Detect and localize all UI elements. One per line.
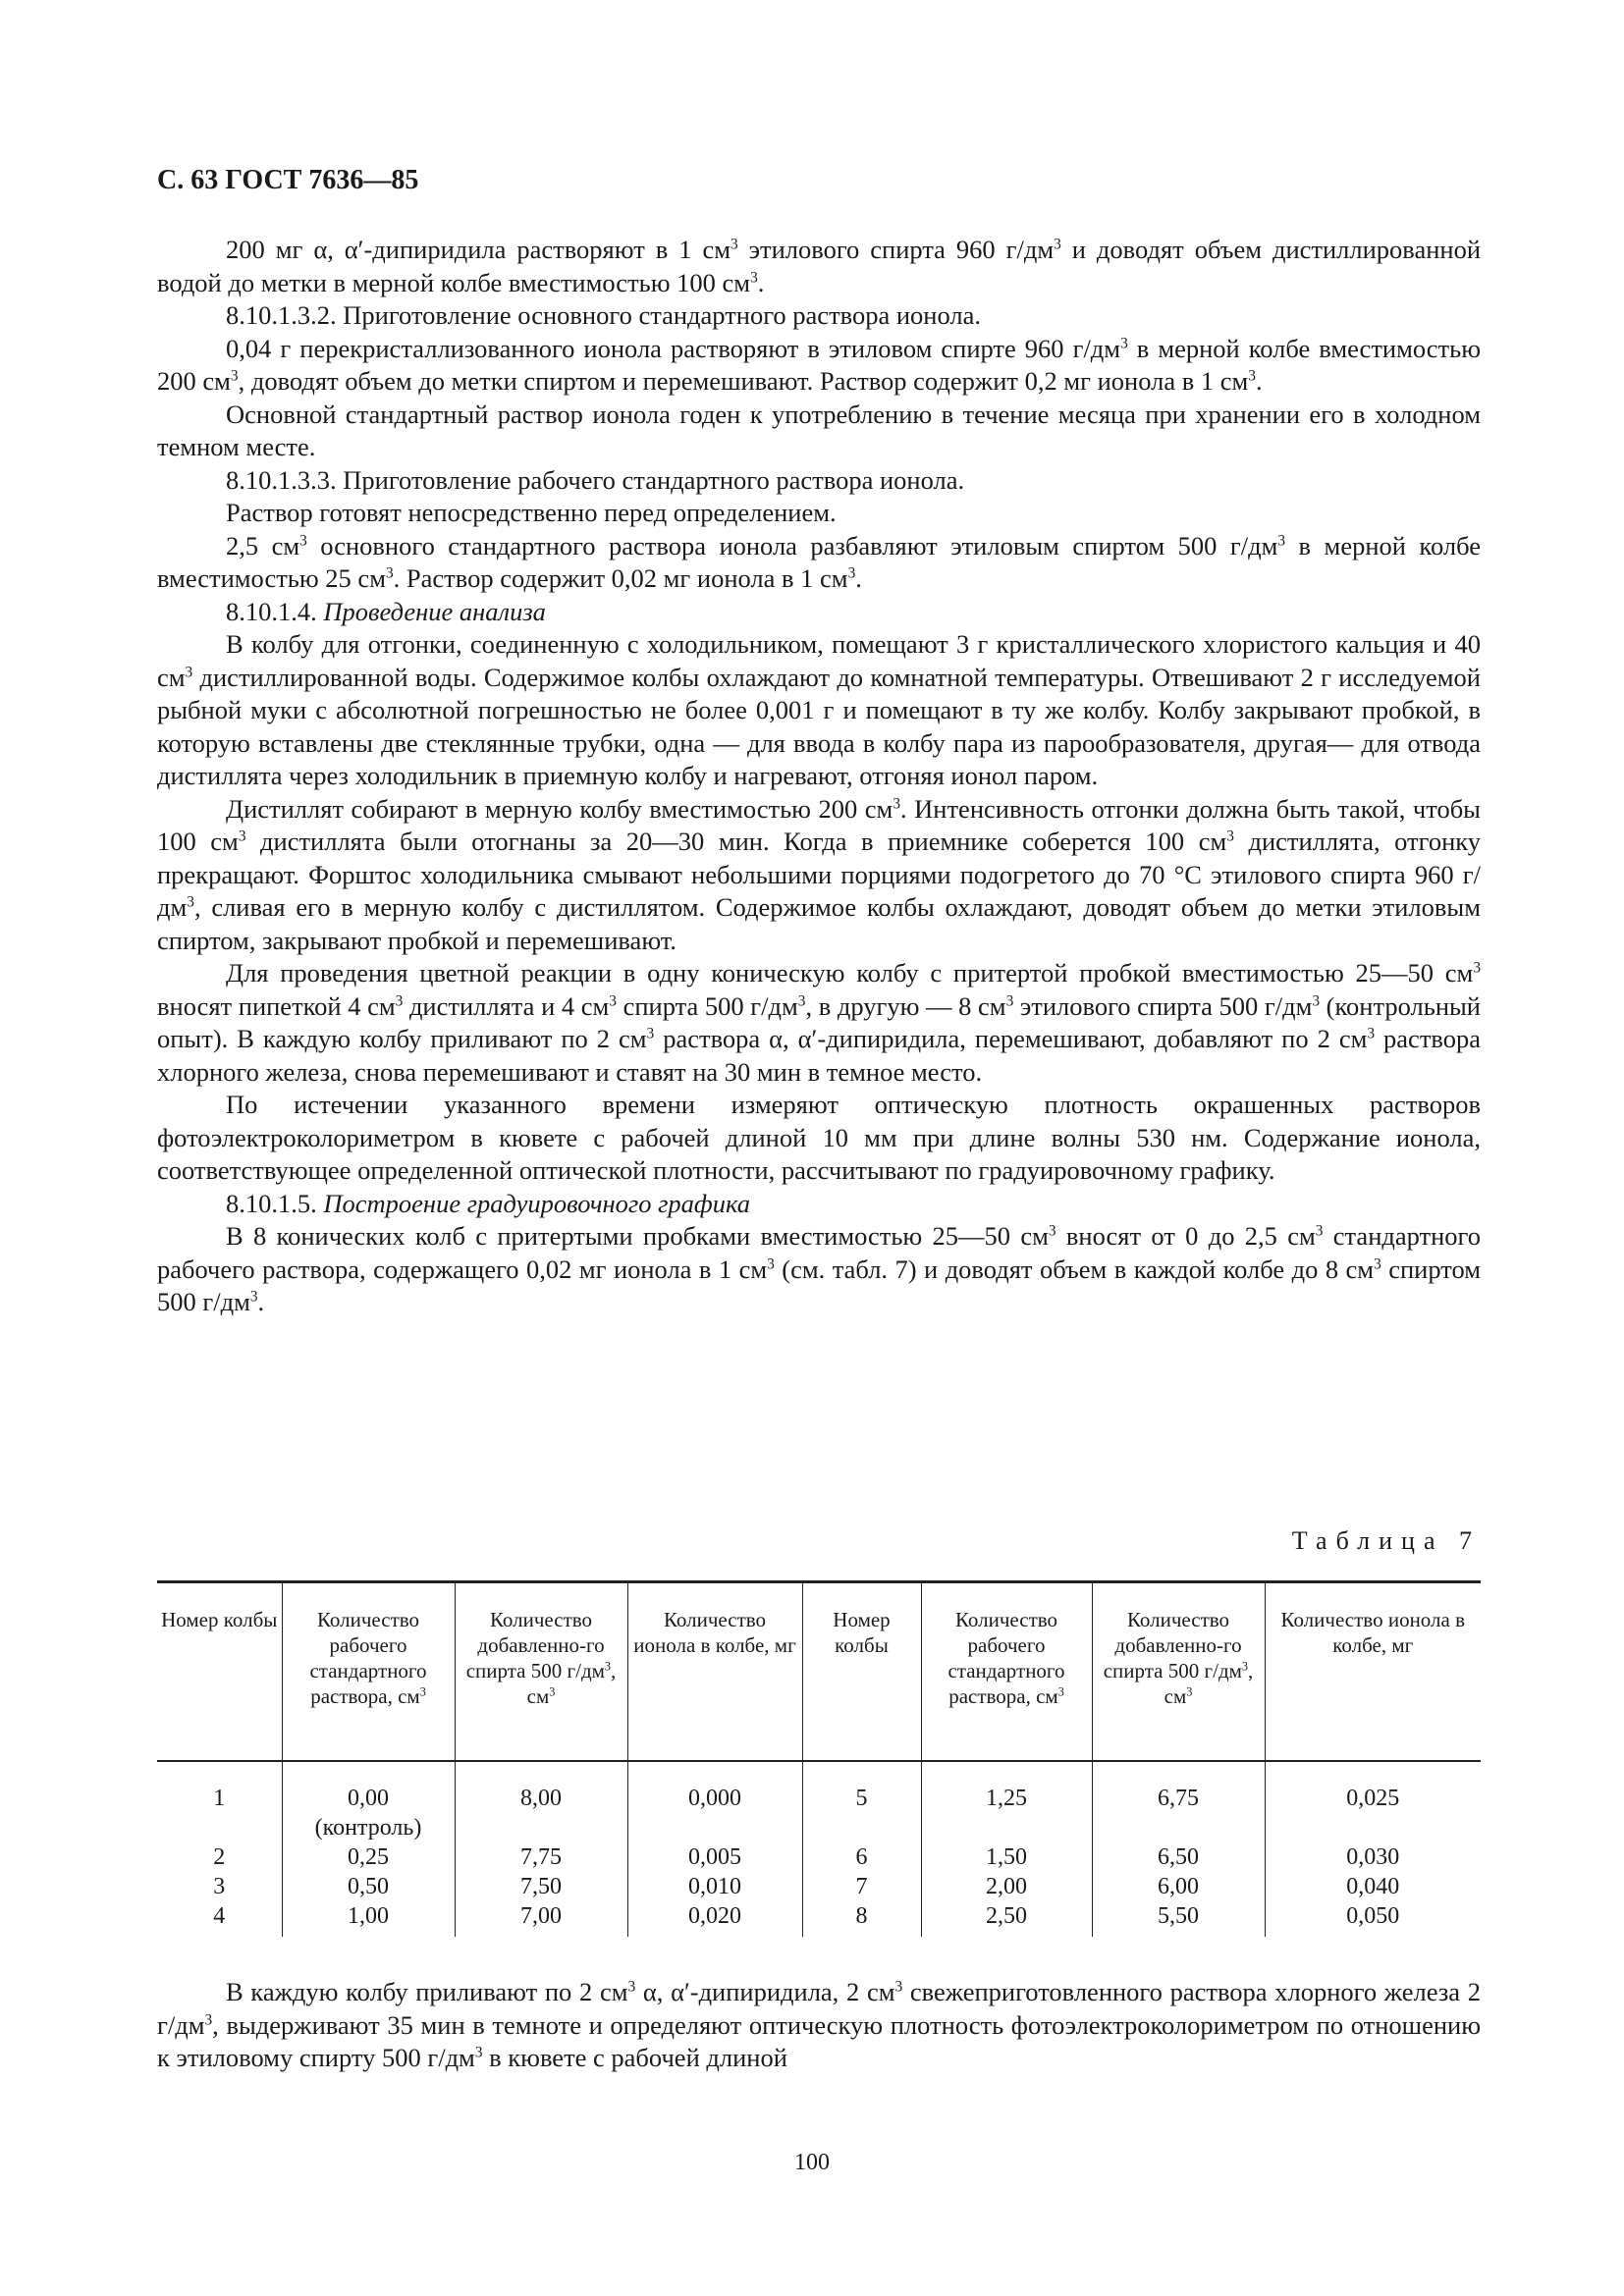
table-cell: 0,005: [627, 1842, 802, 1872]
table-cell: 7: [802, 1872, 921, 1901]
section-heading: 8.10.1.4. Проведение анализа: [226, 596, 546, 626]
table-cell: 0,040: [1265, 1872, 1481, 1901]
paragraph: Дистиллят собирают в мерную колбу вместимостью 200 $см^3$. Интенсивность отгонки должна быть такой, чтобы 100 $см^3$ дистиллята были отогнаны за 20—30 мин. Когда в приемнике соберется 100 $см^3$ дистиллята, отгонку прекращают. Форштос холодильника смывают небольшими порциями подогретого до 70 °С этилового спирта 960 $г/дм^3$, сливая его в мерную колбу с дистиллятом. Содержимое колбы охлаждают, доводят объем до метки этиловым спиртом, закрывают пробкой и перемешивают.: [157, 793, 1481, 955]
paragraph: 2,5 $см^3$ основного стандартного раствора ионола разбавляют этиловым спиртом 500 $г/дм^3$ в мерной колбе вместимостью 25 $см^3$. Раствор содержит 0,02 мг ионола в 1 $см^3$.: [157, 530, 1481, 593]
header-flask-number: Номер колбы: [802, 1582, 921, 1762]
table-cell: 1,50: [921, 1842, 1092, 1872]
header-ionol-amount: Количество ионола в колбе, мг: [1265, 1582, 1481, 1762]
table-cell: 0,50: [282, 1872, 455, 1901]
table-cell: 7,50: [455, 1872, 627, 1901]
table-cell: 6,75: [1092, 1761, 1265, 1842]
section-heading: 8.10.1.3.2. Приготовление основного стандартного раствора ионола.: [226, 300, 981, 330]
table-cell: 8,00: [455, 1761, 627, 1842]
paragraph: В колбу для отгонки, соединенную с холодильником, помещают 3 г кристаллического хлористого кальция и 40 $см^3$ дистиллированной воды. Содержимое колбы охлаждают до комнатной температуры. Отвешивают 2 г исследуемой рыбной муки с абсолютной погрешностью не более 0,001 г и помещают в ту же колбу. Колбу закрывают пробкой, в которую вставлены две стеклянные трубки, одна — для ввода в колбу пара из парообразователя, другая— для отвода дистиллята через холодильник в приемную колбу и нагревают, отгоняя ионол паром.: [157, 629, 1481, 790]
table-body: [157, 1761, 1481, 1937]
table-cell: 0,010: [627, 1872, 802, 1901]
paragraph: 200 мг α, α′-дипиридила растворяют в 1 $см^3$ этилового спирта 960 $г/дм^3$ и доводят объем дистиллированной водой до метки в мерной колбе вместимостью 100 $см^3$.: [157, 235, 1482, 297]
paragraph: Основной стандартный раствор ионола годен к употреблению в течение месяца при хранении его в холодном темном месте.: [157, 399, 1481, 461]
section-heading: 8.10.1.5. Построение градуировочного графика: [226, 1188, 750, 1218]
table-cell: 0,030: [1265, 1842, 1481, 1872]
page-number: 100: [794, 2150, 830, 2175]
table-cell: 2,50: [921, 1901, 1092, 1937]
header-working-solution: Количество рабочего стандартного раствора, $см^3$: [921, 1582, 1092, 1762]
header-added-alcohol: Количество добавленно-го спирта 500 $г/дм^3$, $см^3$: [455, 1582, 627, 1762]
table-cell: 6,00: [1092, 1872, 1265, 1901]
paragraph: Раствор готовят непосредственно перед определением.: [226, 498, 837, 527]
table-cell: 0,020: [627, 1901, 802, 1937]
bottom-text: [157, 1976, 1481, 2075]
table-cell: 0,25: [282, 1842, 455, 1872]
header-ionol-amount: Количество ионола в колбе, мг: [627, 1582, 802, 1762]
table-cell: 2,00: [921, 1872, 1092, 1901]
table-cell: 0,050: [1265, 1901, 1481, 1937]
table-row: [157, 1872, 1481, 1901]
paragraph: 0,04 г перекристаллизованного ионола растворяют в этиловом спирте 960 $г/дм^3$ в мерной колбе вместимостью 200 $см^3$, доводят объем до метки спиртом и перемешивают. Раствор содержит 0,2 мг ионола в 1 $см^3$.: [157, 333, 1481, 396]
paragraph: В каждую колбу приливают по 2 $см^3$ α, α′-дипиридила, 2 $см^3$ свежеприготовленного раствора хлорного железа 2 $г/дм^3$, выдерживают 35 мин в темноте и определяют оптическую плотность фотоэлектроколориметром по отношению к этиловому спирту 500 $г/дм^3$ в кювете с рабочей длиной: [157, 1977, 1481, 2072]
header-added-alcohol: Количество добавленно-го спирта 500 $г/дм^3$, $см^3$: [1092, 1582, 1265, 1762]
table-cell: 0,025: [1265, 1761, 1481, 1842]
table-cell: 0,00 (контроль): [282, 1761, 455, 1842]
table-row: [157, 1842, 1481, 1872]
table-cell: 1,00: [282, 1901, 455, 1937]
table-cell: 0,000: [627, 1761, 802, 1842]
table-cell: 6,50: [1092, 1842, 1265, 1872]
table-caption: Таблица 7: [1291, 1526, 1481, 1555]
calibration-table: [157, 1580, 1481, 1937]
table-cell: 8: [802, 1901, 921, 1937]
table-row: [157, 1901, 1481, 1937]
table-cell: 1,25: [921, 1761, 1092, 1842]
table-header-row: [157, 1582, 1481, 1762]
paragraph: По истечении указанного времени измеряют оптическую плотность окрашенных растворов фотоэлектроколориметром в кювете с рабочей длиной 10 мм при длине волны 530 нм. Содержание ионола, соответствующее определенной оптической плотности, рассчитывают по градуировочному графику.: [157, 1090, 1481, 1185]
table-row: [157, 1761, 1481, 1842]
table-cell: 1: [213, 1786, 226, 1811]
table-cell: 2: [213, 1844, 226, 1870]
header-flask-number: Номер колбы: [157, 1582, 282, 1762]
table-cell: 7,00: [455, 1901, 627, 1937]
table-cell: 5: [802, 1761, 921, 1842]
section-heading: 8.10.1.3.3. Приготовление рабочего стандартного раствора ионола.: [226, 464, 965, 495]
table-cell: 5,50: [1092, 1901, 1265, 1937]
table-cell: 7,75: [455, 1842, 627, 1872]
table-cell: 3: [213, 1874, 226, 1899]
table-cell: 6: [802, 1842, 921, 1872]
table-cell: 4: [213, 1903, 226, 1929]
header-working-solution: Количество рабочего стандартного раствора, $см^3$: [282, 1582, 455, 1762]
body-text: [157, 234, 1481, 1319]
paragraph: В 8 конических колб с притертыми пробками вместимостью 25—50 $см^3$ вносят от 0 до 2,5 $см^3$ стандартного рабочего раствора, содержащего 0,02 мг ионола в 1 $см^3$ (см. табл. 7) и доводят объем в каждой колбе до 8 $см^3$ спиртом 500 $г/дм^3$.: [157, 1221, 1481, 1316]
paragraph: Для проведения цветной реакции в одну коническую колбу с притертой пробкой вместимостью 25—50 $см^3$ вносят пипеткой 4 $см^3$ дистиллята и 4 $см^3$ спирта 500 $г/дм^3$, в другую — 8 $см^3$ этилового спирта 500 $г/дм^3$ (контрольный опыт). В каждую колбу приливают по 2 $см^3$ раствора α, α′-дипиридила, перемешивают, добавляют по 2 $см^3$ раствора хлорного железа, снова перемешивают и ставят на 30 мин в темное место.: [157, 958, 1481, 1087]
page-header: С. 63 ГОСТ 7636—85: [157, 165, 419, 195]
